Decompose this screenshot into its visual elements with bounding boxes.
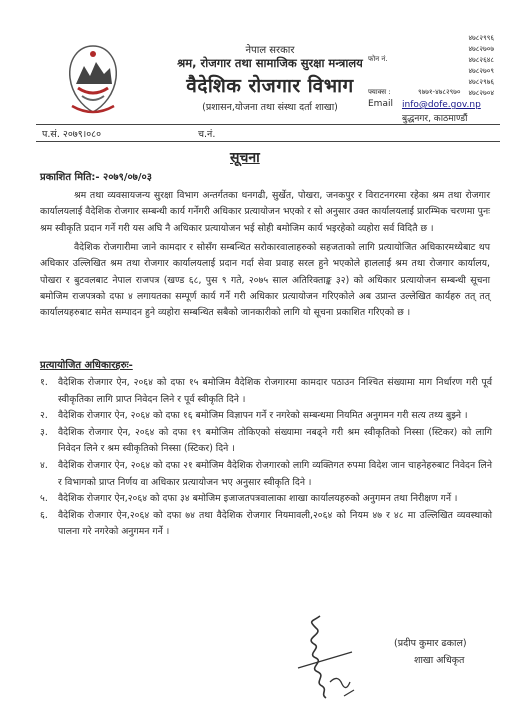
item-number: ५.: [40, 493, 48, 505]
branch-name: (प्रशासन,योजना तथा संस्था दर्ता शाखा): [202, 102, 338, 113]
item-number: ६.: [40, 509, 48, 521]
letter-reference: प.सं. २०७९।०८०: [42, 129, 102, 140]
phone-number: ४७८२९७६: [468, 78, 494, 86]
notice-title: सूचना: [230, 150, 260, 166]
ministry-name: श्रम, रोजगार तथा सामाजिक सुरक्षा मन्त्रालय: [177, 56, 363, 70]
delegated-powers-list: [40, 375, 492, 541]
fax-number: ९७७१-४७८२९७०: [418, 88, 461, 96]
list-item: [40, 408, 492, 425]
item-text: वैदेशिक रोजगार ऐन, २०६४ को दफा १९ बमोजिम तोकिएको संख्यामा नबढ्ने गरी श्रम स्वीकृतिको निस्सा (स्टिकर) को लागि निवेदन लिने र श्रम स्वीकृतिको निस्सा (स्टिकर) दिने ।: [58, 426, 492, 455]
signatory-name: (प्रदीप कुमार ढकाल): [394, 638, 467, 649]
phone-number: ४७८२७०९: [468, 67, 494, 75]
email-label: Email: [368, 99, 393, 109]
item-number: १.: [40, 377, 48, 388]
item-number: ३.: [40, 426, 48, 438]
department-name: वैदेशिक रोजगार विभाग: [186, 75, 354, 97]
list-item: [40, 375, 492, 408]
item-text: वैदेशिक रोजगार ऐन,२०६४ को दफा ७४ तथा वैदेशिक रोजगार नियमावली,२०६४ को नियम ४७ र ४८ मा उल्लिखित व्यवस्थाको पालना गरे नगरेको अनुगमन गर्ने ।: [58, 509, 492, 538]
item-text: वैदेशिक रोजगार ऐन, २०६४ को दफा २१ बमोजिम वैदेशिक रोजगारको लागि व्यक्तिगत रुपमा विदेश जान चाहनेहरुबाट निवेदन लिने र विभागको प्राप्त निर्णय वा अधिकार प्रत्यायोजन भए अनुसार स्वीकृति दिने ।: [58, 459, 492, 488]
phone-label: फोन नं.: [368, 55, 388, 63]
published-date: प्रकाशित मिति:- २०७९/०७/०३: [40, 172, 152, 183]
delegated-powers-heading: प्रत्यायोजित अधिकारहरुः-: [40, 360, 133, 371]
list-item: [40, 425, 492, 458]
phone-number: ४७८२९९६: [468, 34, 494, 42]
intro-paragraph: श्रम तथा व्यवसायजन्य सुरक्षा विभाग अन्तर्गतका धनगढी, सुर्खेत, पोखरा, जनकपुर र विराटनगरमा रहेका श्रम तथा रोजगार कार्यालयलाई वैदेशिक रोजगार सम्बन्धी कार्य गर्नेगरी अधिकार प्रत्यायोजन भएको र सो अनुसार उक्त कार्यालयलाई प्रारम्भिक चरणमा पुनः श्रम स्वीकृति प्रदान गर्ने गरी यस अघि नै अधिकार प्रत्यायोजन भई सोही बमोजिम कार्य भइरहेको व्यहोरा सर्व विदितै छ ।: [40, 190, 490, 234]
item-text: वैदेशिक रोजगार ऐन,२०६४ को दफा ३४ बमोजिम इजाजतपत्रवालाका शाखा कार्यालयहरुको अनुगमन तथा निरीक्षण गर्ने ।: [58, 493, 458, 505]
list-item: [40, 508, 492, 541]
item-number: ४.: [40, 459, 48, 471]
phone-number: ४७८२७०४: [468, 89, 494, 97]
government-name: नेपाल सरकार: [245, 45, 295, 56]
delegation-paragraph: वैदेशिक रोजगारीमा जाने कामदार र सोसँग सम्बन्धित सरोकारवालाहरुको सहजताको लागि प्रत्यायोजित अधिकारमध्येबाट थप अधिकार उल्लिखित श्रम तथा रोजगार कार्यालयलाई प्रदान गर्दा सेवा प्रवाह सरल हुने भएकोले हाललाई श्रम तथा रोजगार कार्यालय, पोखरा र बुटवलबाट नेपाल राजपत्र (खण्ड ६८, पुस ९ गते, २०७५ साल अतिरिक्ताङ्क ३२) को अधिकार प्रत्यायोजन सम्बन्धी सूचना बमोजिम राजपत्रको दफा ४ लगायतका सम्पूर्ण कार्य गर्ने गरी अधिकार प्रत्यायोजन गरिएकोले अब उप्रान्त उल्लेखित कार्यहरु तत् तत् कार्यालयहरुबाट समेत सम्पादन हुने व्यहोरा सम्बन्धित सबैको जानकारीको लागि यो सूचना प्रकाशित गरिएको छ ।: [40, 242, 490, 319]
phone-number: ४७८२७०७: [468, 45, 494, 53]
dispatch-number: च.नं.: [198, 129, 216, 140]
item-text: वैदेशिक रोजगार ऐन, २०६४ को दफा १५ बमोजिम वैदेशिक रोजगारमा कामदार पठाउन निश्चित संख्यामा माग निर्धारण गरी पूर्व स्वीकृतिका लागि प्राप्त निवेदन लिने र पूर्व स्वीकृति दिने ।: [58, 377, 492, 405]
phone-number: ४७८२६४८: [468, 56, 494, 64]
nepal-emblem-icon: [62, 40, 124, 118]
signatory-title: शाखा अधिकृत: [414, 655, 465, 666]
list-item: [40, 491, 492, 508]
fax-label: फ्याक्स :: [368, 88, 391, 96]
item-text: वैदेशिक रोजगार ऐन, २०६४ को दफा १६ बमोजिम विज्ञापन गर्ने र नगरेको सम्बन्धमा नियमित अनुगमन गरी सत्य तथ्य बुझ्ने ।: [58, 410, 468, 422]
email-link[interactable]: info@dofe.gov.np: [402, 100, 481, 110]
handwritten-signature-icon: [290, 612, 360, 704]
list-item: [40, 458, 492, 491]
office-address: बुद्धनगर, काठमाण्डौं: [402, 114, 468, 124]
reference-bar: [36, 124, 500, 142]
item-number: २.: [40, 410, 48, 422]
